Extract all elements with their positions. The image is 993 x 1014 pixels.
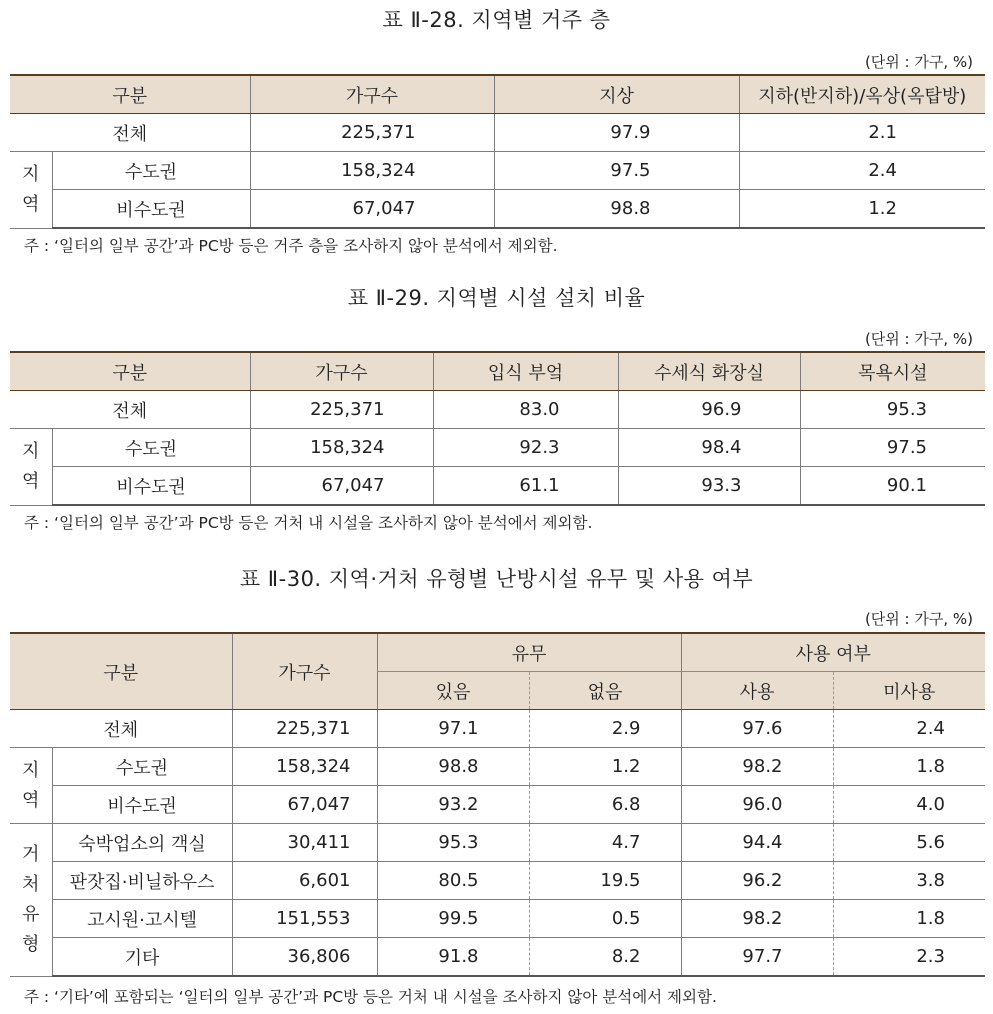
cell: 96.0: [681, 786, 833, 824]
cell: 30,411: [232, 824, 377, 862]
cell: 67,047: [250, 467, 433, 506]
table-30-title: 표 Ⅱ-30. 지역·거처 유형별 난방시설 유무 및 사용 여부: [239, 567, 754, 591]
cell: 0.5: [529, 900, 681, 938]
cell: 95.3: [800, 391, 985, 429]
header-cell: 목욕시설: [800, 352, 985, 391]
header-cell: 지상: [494, 75, 739, 114]
cell: 96.2: [681, 862, 833, 900]
header-cell: 가구수: [250, 75, 494, 114]
table-30: [10, 632, 985, 977]
cell: 61.1: [433, 467, 618, 506]
cell: 225,371: [250, 391, 433, 429]
header-cell: 구분: [10, 633, 232, 710]
cell: 151,553: [232, 900, 377, 938]
table-29-title: 표 Ⅱ-29. 지역별 시설 설치 비율: [347, 286, 646, 310]
group-label-dwelling-type: 거 처 유 형: [10, 824, 52, 977]
cell: 92.3: [433, 429, 618, 467]
table-28-title: 표 Ⅱ-28. 지역별 거주 층: [382, 8, 611, 32]
cell: 93.3: [618, 467, 800, 506]
cell: 80.5: [377, 862, 529, 900]
header-cell: 가구수: [250, 352, 433, 391]
row-label: 전체: [10, 391, 250, 429]
cell: 1.2: [739, 190, 985, 229]
table-row: [10, 391, 985, 429]
cell: 98.2: [681, 900, 833, 938]
table-row: [10, 824, 985, 862]
table-row: [10, 862, 985, 900]
row-label: 수도권: [52, 429, 250, 467]
table-row: [10, 152, 985, 190]
header-cell: 구분: [10, 75, 250, 114]
cell: 3.8: [833, 862, 985, 900]
header-cell: 수세식 화장실: [618, 352, 800, 391]
cell: 67,047: [232, 786, 377, 824]
cell: 1.8: [833, 748, 985, 786]
cell: 94.4: [681, 824, 833, 862]
cell: 97.6: [681, 710, 833, 748]
cell: 4.0: [833, 786, 985, 824]
table-28: [10, 74, 985, 229]
row-label: 기타: [52, 938, 232, 977]
row-label: 고시원·고시텔: [52, 900, 232, 938]
cell: 97.7: [681, 938, 833, 977]
header-cell: 있음: [377, 672, 529, 710]
cell: 225,371: [250, 114, 494, 152]
cell: 97.5: [800, 429, 985, 467]
cell: 95.3: [377, 824, 529, 862]
cell: 36,806: [232, 938, 377, 977]
cell: 2.1: [739, 114, 985, 152]
cell: 225,371: [232, 710, 377, 748]
table-30-note: 주 : ‘기타’에 포함되는 ‘일터의 일부 공간’과 PC방 등은 거처 내 시설을 조사하지 않아 분석에서 제외함.: [24, 988, 717, 1006]
header-cell: 가구수: [232, 633, 377, 710]
row-label: 숙박업소의 객실: [52, 824, 232, 862]
header-group-presence: 유무: [377, 633, 681, 672]
table-28-unit: (단위 : 가구, %): [864, 53, 973, 71]
cell: 1.2: [529, 748, 681, 786]
table-29-note: 주 : ‘일터의 일부 공간’과 PC방 등은 거처 내 시설을 조사하지 않아 분석에서 제외함.: [24, 514, 593, 532]
cell: 1.8: [833, 900, 985, 938]
cell: 6.8: [529, 786, 681, 824]
cell: 98.8: [494, 190, 739, 229]
cell: 2.9: [529, 710, 681, 748]
cell: 67,047: [250, 190, 494, 229]
header-cell: 미사용: [833, 672, 985, 710]
cell: 158,324: [232, 748, 377, 786]
cell: 2.4: [739, 152, 985, 190]
cell: 2.3: [833, 938, 985, 977]
table-28-note: 주 : ‘일터의 일부 공간’과 PC방 등은 거주 층을 조사하지 않아 분석에서 제외함.: [24, 237, 558, 255]
cell: 90.1: [800, 467, 985, 506]
cell: 5.6: [833, 824, 985, 862]
group-label-region: 지 역: [10, 429, 52, 506]
cell: 158,324: [250, 152, 494, 190]
table-row: [10, 114, 985, 152]
table-row: [10, 467, 985, 506]
cell: 158,324: [250, 429, 433, 467]
header-cell: 지하(반지하)/옥상(옥탑방): [739, 75, 985, 114]
cell: 98.4: [618, 429, 800, 467]
cell: 19.5: [529, 862, 681, 900]
row-label: 전체: [10, 114, 250, 152]
table-29-unit: (단위 : 가구, %): [864, 330, 973, 348]
cell: 6,601: [232, 862, 377, 900]
cell: 98.8: [377, 748, 529, 786]
table-30-unit: (단위 : 가구, %): [864, 610, 973, 628]
table-row: [10, 710, 985, 748]
cell: 99.5: [377, 900, 529, 938]
cell: 97.5: [494, 152, 739, 190]
row-label: 비수도권: [52, 467, 250, 506]
cell: 93.2: [377, 786, 529, 824]
header-group-usage: 사용 여부: [681, 633, 985, 672]
header-cell: 입식 부엌: [433, 352, 618, 391]
table-row: [10, 748, 985, 786]
group-label-region: 지 역: [10, 748, 52, 824]
row-label: 수도권: [52, 152, 250, 190]
cell: 97.9: [494, 114, 739, 152]
cell: 97.1: [377, 710, 529, 748]
row-label: 비수도권: [52, 786, 232, 824]
cell: 91.8: [377, 938, 529, 977]
row-label: 전체: [10, 710, 232, 748]
row-label: 비수도권: [52, 190, 250, 229]
cell: 4.7: [529, 824, 681, 862]
header-cell: 없음: [529, 672, 681, 710]
header-cell: 구분: [10, 352, 250, 391]
table-row: [10, 938, 985, 977]
table-row: [10, 900, 985, 938]
table-row: [10, 429, 985, 467]
group-label-region: 지 역: [10, 152, 52, 229]
table-row: [10, 190, 985, 229]
cell: 96.9: [618, 391, 800, 429]
cell: 2.4: [833, 710, 985, 748]
header-cell: 사용: [681, 672, 833, 710]
row-label: 판잣집·비닐하우스: [52, 862, 232, 900]
row-label: 수도권: [52, 748, 232, 786]
table-row: [10, 786, 985, 824]
cell: 83.0: [433, 391, 618, 429]
cell: 98.2: [681, 748, 833, 786]
cell: 8.2: [529, 938, 681, 977]
table-29: [10, 351, 985, 506]
